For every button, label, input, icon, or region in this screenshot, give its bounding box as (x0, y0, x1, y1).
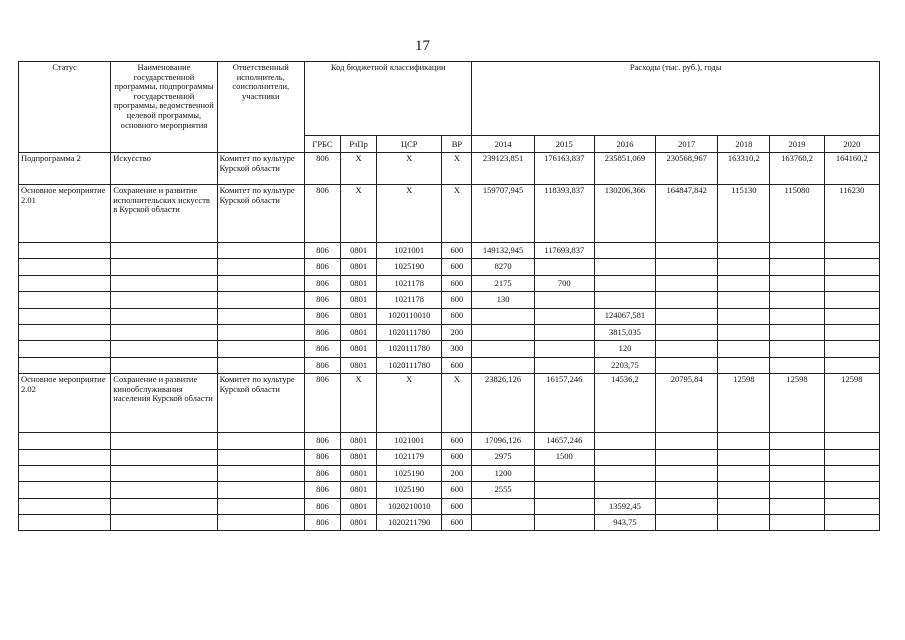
cell-expense-2018 (718, 243, 770, 259)
table-row (19, 341, 880, 357)
cell-expense-2018 (718, 449, 770, 465)
table-row (19, 465, 880, 481)
cell-name (111, 341, 217, 357)
cell-vr: 600 (442, 275, 472, 291)
cell-grbs: 806 (304, 341, 340, 357)
cell-expense-2019 (770, 341, 824, 357)
header-year: 2017 (656, 136, 718, 153)
cell-expense-2014: 2555 (472, 482, 534, 498)
cell-grbs: 806 (304, 292, 340, 308)
cell-expense-2016: 130206,366 (594, 185, 655, 243)
cell-expense-2019 (770, 465, 824, 481)
cell-grbs: 806 (304, 153, 340, 185)
cell-expense-2017 (656, 275, 718, 291)
cell-status (19, 243, 111, 259)
cell-expense-2017 (656, 465, 718, 481)
table-row (19, 153, 880, 185)
cell-grbs: 806 (304, 515, 340, 531)
cell-vr: 200 (442, 465, 472, 481)
cell-expense-2015: 117693,837 (534, 243, 594, 259)
cell-expense-2019: 115080 (770, 185, 824, 243)
cell-vr: X (442, 185, 472, 243)
cell-csr: 1020210010 (377, 498, 442, 514)
cell-expense-2018 (718, 341, 770, 357)
cell-executor (217, 243, 304, 259)
header-year: 2015 (534, 136, 594, 153)
header-rzpr: РзПр (341, 136, 377, 153)
cell-expense-2019 (770, 243, 824, 259)
cell-expense-2014: 130 (472, 292, 534, 308)
cell-vr: 600 (442, 498, 472, 514)
cell-rzpr: 0801 (341, 357, 377, 373)
cell-expense-2020 (824, 449, 879, 465)
cell-expense-2016 (594, 465, 655, 481)
page-number: 17 (415, 38, 430, 54)
cell-csr: 1025190 (377, 482, 442, 498)
cell-status: Основное мероприятие 2.01 (19, 185, 111, 243)
cell-name (111, 433, 217, 449)
cell-status: Основное мероприятие 2.02 (19, 374, 111, 433)
cell-expense-2018 (718, 259, 770, 275)
cell-rzpr: 0801 (341, 498, 377, 514)
cell-expense-2020 (824, 498, 879, 514)
table-row (19, 498, 880, 514)
cell-executor (217, 324, 304, 340)
cell-expense-2014: 159707,945 (472, 185, 534, 243)
table-row (19, 515, 880, 531)
cell-expense-2020 (824, 259, 879, 275)
cell-expense-2017 (656, 482, 718, 498)
cell-vr: 600 (442, 243, 472, 259)
header-year: 2014 (472, 136, 534, 153)
cell-executor (217, 498, 304, 514)
cell-rzpr: 0801 (341, 308, 377, 324)
cell-expense-2015: 16157,246 (534, 374, 594, 433)
cell-executor (217, 308, 304, 324)
cell-expense-2016 (594, 433, 655, 449)
cell-status (19, 275, 111, 291)
cell-executor (217, 465, 304, 481)
cell-executor (217, 341, 304, 357)
cell-rzpr: X (341, 153, 377, 185)
cell-expense-2019 (770, 498, 824, 514)
cell-name (111, 243, 217, 259)
cell-expense-2016: 235851,069 (594, 153, 655, 185)
cell-name: Сохранение и развитие исполнительских искусств в Курской области (111, 185, 217, 243)
cell-grbs: 806 (304, 324, 340, 340)
table-row (19, 433, 880, 449)
cell-expense-2020: 12598 (824, 374, 879, 433)
cell-name: Искусство (111, 153, 217, 185)
cell-csr: 1025190 (377, 259, 442, 275)
cell-expense-2020 (824, 292, 879, 308)
cell-expense-2020 (824, 243, 879, 259)
cell-csr: 1020111780 (377, 341, 442, 357)
cell-status (19, 341, 111, 357)
cell-expense-2014 (472, 498, 534, 514)
cell-expense-2020 (824, 324, 879, 340)
cell-expense-2020: 116230 (824, 185, 879, 243)
cell-executor (217, 482, 304, 498)
cell-grbs: 806 (304, 374, 340, 433)
cell-expense-2015 (534, 292, 594, 308)
cell-grbs: 806 (304, 465, 340, 481)
cell-vr: 600 (442, 482, 472, 498)
cell-expense-2014 (472, 308, 534, 324)
cell-name (111, 449, 217, 465)
cell-executor (217, 259, 304, 275)
cell-expense-2017 (656, 324, 718, 340)
cell-executor (217, 449, 304, 465)
cell-expense-2019 (770, 292, 824, 308)
cell-expense-2016 (594, 292, 655, 308)
cell-expense-2017 (656, 498, 718, 514)
cell-rzpr: 0801 (341, 275, 377, 291)
cell-status (19, 515, 111, 531)
cell-expense-2016: 3815,035 (594, 324, 655, 340)
cell-executor: Комитет по культуре Курской области (217, 153, 304, 185)
cell-expense-2020 (824, 357, 879, 373)
cell-grbs: 806 (304, 498, 340, 514)
cell-expense-2015 (534, 498, 594, 514)
cell-expense-2018 (718, 515, 770, 531)
cell-expense-2015 (534, 465, 594, 481)
cell-expense-2015 (534, 259, 594, 275)
cell-name: Сохранение и развитие кинообслуживания населения Курской области (111, 374, 217, 433)
cell-csr: 1020211790 (377, 515, 442, 531)
cell-name (111, 275, 217, 291)
table-row (19, 374, 880, 433)
cell-expense-2019 (770, 433, 824, 449)
cell-name (111, 292, 217, 308)
cell-expense-2017 (656, 357, 718, 373)
cell-expense-2014: 2175 (472, 275, 534, 291)
cell-name (111, 482, 217, 498)
cell-expense-2014 (472, 341, 534, 357)
header-year: 2016 (594, 136, 655, 153)
cell-expense-2014 (472, 515, 534, 531)
cell-grbs: 806 (304, 275, 340, 291)
cell-vr: 600 (442, 515, 472, 531)
cell-rzpr: 0801 (341, 433, 377, 449)
cell-expense-2018 (718, 465, 770, 481)
header-year: 2020 (824, 136, 879, 153)
cell-grbs: 806 (304, 243, 340, 259)
table-row (19, 259, 880, 275)
cell-expense-2018 (718, 357, 770, 373)
cell-status (19, 482, 111, 498)
cell-name (111, 515, 217, 531)
cell-executor: Комитет по культуре Курской области (217, 185, 304, 243)
header-grbs: ГРБС (304, 136, 340, 153)
cell-csr: 1021001 (377, 243, 442, 259)
cell-expense-2015 (534, 341, 594, 357)
header-status: Статус (19, 62, 111, 153)
cell-vr: 300 (442, 341, 472, 357)
cell-expense-2015: 176163,837 (534, 153, 594, 185)
cell-name (111, 324, 217, 340)
cell-vr: 600 (442, 308, 472, 324)
header-budget-code: Код бюджетной классификации (304, 62, 472, 136)
cell-expense-2017 (656, 292, 718, 308)
cell-expense-2016 (594, 449, 655, 465)
cell-expense-2015 (534, 324, 594, 340)
cell-grbs: 806 (304, 308, 340, 324)
cell-expense-2015 (534, 308, 594, 324)
header-year: 2018 (718, 136, 770, 153)
cell-expense-2018 (718, 292, 770, 308)
cell-csr: 1021178 (377, 275, 442, 291)
cell-vr: X (442, 374, 472, 433)
cell-executor (217, 515, 304, 531)
table-row (19, 243, 880, 259)
cell-expense-2016 (594, 259, 655, 275)
cell-expense-2019 (770, 515, 824, 531)
cell-executor (217, 275, 304, 291)
cell-expense-2016: 13592,45 (594, 498, 655, 514)
cell-expense-2019 (770, 275, 824, 291)
table-row (19, 449, 880, 465)
cell-expense-2019 (770, 259, 824, 275)
cell-expense-2019: 163760,2 (770, 153, 824, 185)
cell-expense-2015: 700 (534, 275, 594, 291)
cell-expense-2019 (770, 449, 824, 465)
cell-expense-2017 (656, 515, 718, 531)
header-vr: ВР (442, 136, 472, 153)
cell-expense-2016: 14536,2 (594, 374, 655, 433)
cell-expense-2014: 8270 (472, 259, 534, 275)
cell-grbs: 806 (304, 185, 340, 243)
table-row (19, 185, 880, 243)
cell-expense-2016: 943,75 (594, 515, 655, 531)
cell-expense-2020 (824, 341, 879, 357)
cell-expense-2017 (656, 433, 718, 449)
cell-status (19, 259, 111, 275)
cell-status (19, 308, 111, 324)
cell-expense-2019 (770, 357, 824, 373)
header-name: Наименование государственной программы, подпрограммы государственной программы, ведомственной целевой программы, основного мероприятия (111, 62, 217, 153)
header-year: 2019 (770, 136, 824, 153)
cell-expense-2020: 164160,2 (824, 153, 879, 185)
cell-expense-2017: 20795,84 (656, 374, 718, 433)
cell-expense-2018 (718, 324, 770, 340)
table-row (19, 292, 880, 308)
cell-expense-2017 (656, 259, 718, 275)
cell-csr: 1021179 (377, 449, 442, 465)
cell-expense-2015 (534, 515, 594, 531)
cell-expense-2017 (656, 243, 718, 259)
cell-expense-2015: 1500 (534, 449, 594, 465)
cell-expense-2020 (824, 515, 879, 531)
cell-expense-2016: 124067,581 (594, 308, 655, 324)
table-header (19, 62, 880, 153)
cell-name (111, 357, 217, 373)
cell-csr: X (377, 185, 442, 243)
cell-expense-2017 (656, 341, 718, 357)
cell-rzpr: 0801 (341, 243, 377, 259)
cell-expense-2015: 14657,246 (534, 433, 594, 449)
table-row (19, 275, 880, 291)
cell-expense-2018 (718, 498, 770, 514)
cell-expense-2014 (472, 357, 534, 373)
cell-rzpr: X (341, 374, 377, 433)
cell-status: Подпрограмма 2 (19, 153, 111, 185)
cell-csr: X (377, 374, 442, 433)
cell-expense-2018 (718, 275, 770, 291)
cell-rzpr: 0801 (341, 465, 377, 481)
cell-expense-2019 (770, 324, 824, 340)
header-csr: ЦСР (377, 136, 442, 153)
cell-expense-2020 (824, 482, 879, 498)
cell-status (19, 357, 111, 373)
cell-vr: 600 (442, 259, 472, 275)
table-row (19, 482, 880, 498)
cell-grbs: 806 (304, 449, 340, 465)
cell-expense-2020 (824, 275, 879, 291)
cell-expense-2018 (718, 482, 770, 498)
cell-expense-2014 (472, 324, 534, 340)
cell-expense-2016 (594, 243, 655, 259)
cell-status (19, 498, 111, 514)
cell-rzpr: 0801 (341, 292, 377, 308)
header-executor: Ответственный исполнитель, соисполнители, участники (217, 62, 304, 153)
cell-csr: 1020111780 (377, 324, 442, 340)
cell-vr: 600 (442, 357, 472, 373)
budget-table (18, 61, 880, 531)
cell-status (19, 433, 111, 449)
cell-expense-2018: 163310,2 (718, 153, 770, 185)
cell-executor: Комитет по культуре Курской области (217, 374, 304, 433)
cell-expense-2020 (824, 308, 879, 324)
cell-expense-2017 (656, 308, 718, 324)
cell-csr: X (377, 153, 442, 185)
cell-expense-2018 (718, 433, 770, 449)
cell-csr: 1020110010 (377, 308, 442, 324)
cell-expense-2017: 230568,967 (656, 153, 718, 185)
cell-vr: 600 (442, 433, 472, 449)
cell-rzpr: 0801 (341, 449, 377, 465)
cell-expense-2014: 149132,945 (472, 243, 534, 259)
cell-expense-2017: 164847,842 (656, 185, 718, 243)
cell-expense-2016 (594, 482, 655, 498)
cell-rzpr: 0801 (341, 515, 377, 531)
cell-expense-2020 (824, 465, 879, 481)
cell-expense-2018: 115130 (718, 185, 770, 243)
table-body (19, 153, 880, 531)
cell-expense-2020 (824, 433, 879, 449)
cell-grbs: 806 (304, 433, 340, 449)
cell-csr: 1020111780 (377, 357, 442, 373)
cell-expense-2015: 118393,837 (534, 185, 594, 243)
cell-expense-2019 (770, 482, 824, 498)
cell-vr: X (442, 153, 472, 185)
cell-expense-2014: 17096,126 (472, 433, 534, 449)
cell-rzpr: 0801 (341, 341, 377, 357)
cell-grbs: 806 (304, 259, 340, 275)
cell-expense-2016: 120 (594, 341, 655, 357)
cell-expense-2015 (534, 482, 594, 498)
cell-rzpr: X (341, 185, 377, 243)
cell-status (19, 292, 111, 308)
cell-executor (217, 433, 304, 449)
table-row (19, 308, 880, 324)
cell-name (111, 259, 217, 275)
cell-vr: 600 (442, 449, 472, 465)
cell-grbs: 806 (304, 357, 340, 373)
cell-rzpr: 0801 (341, 259, 377, 275)
cell-csr: 1021001 (377, 433, 442, 449)
cell-expense-2014: 239123,851 (472, 153, 534, 185)
cell-status (19, 324, 111, 340)
cell-rzpr: 0801 (341, 482, 377, 498)
table-row (19, 357, 880, 373)
cell-grbs: 806 (304, 482, 340, 498)
cell-expense-2014: 23826,126 (472, 374, 534, 433)
cell-vr: 600 (442, 292, 472, 308)
cell-expense-2016: 2203,75 (594, 357, 655, 373)
header-expenses: Расходы (тыс. руб.), годы (472, 62, 880, 136)
cell-expense-2016 (594, 275, 655, 291)
cell-rzpr: 0801 (341, 324, 377, 340)
cell-csr: 1025190 (377, 465, 442, 481)
cell-vr: 200 (442, 324, 472, 340)
cell-expense-2015 (534, 357, 594, 373)
cell-name (111, 465, 217, 481)
cell-expense-2014: 2975 (472, 449, 534, 465)
cell-expense-2017 (656, 449, 718, 465)
cell-status (19, 465, 111, 481)
cell-status (19, 449, 111, 465)
cell-expense-2018: 12598 (718, 374, 770, 433)
cell-executor (217, 292, 304, 308)
cell-expense-2019 (770, 308, 824, 324)
cell-name (111, 498, 217, 514)
cell-expense-2014: 1200 (472, 465, 534, 481)
cell-executor (217, 357, 304, 373)
cell-csr: 1021178 (377, 292, 442, 308)
table-row (19, 324, 880, 340)
cell-name (111, 308, 217, 324)
cell-expense-2018 (718, 308, 770, 324)
cell-expense-2019: 12598 (770, 374, 824, 433)
